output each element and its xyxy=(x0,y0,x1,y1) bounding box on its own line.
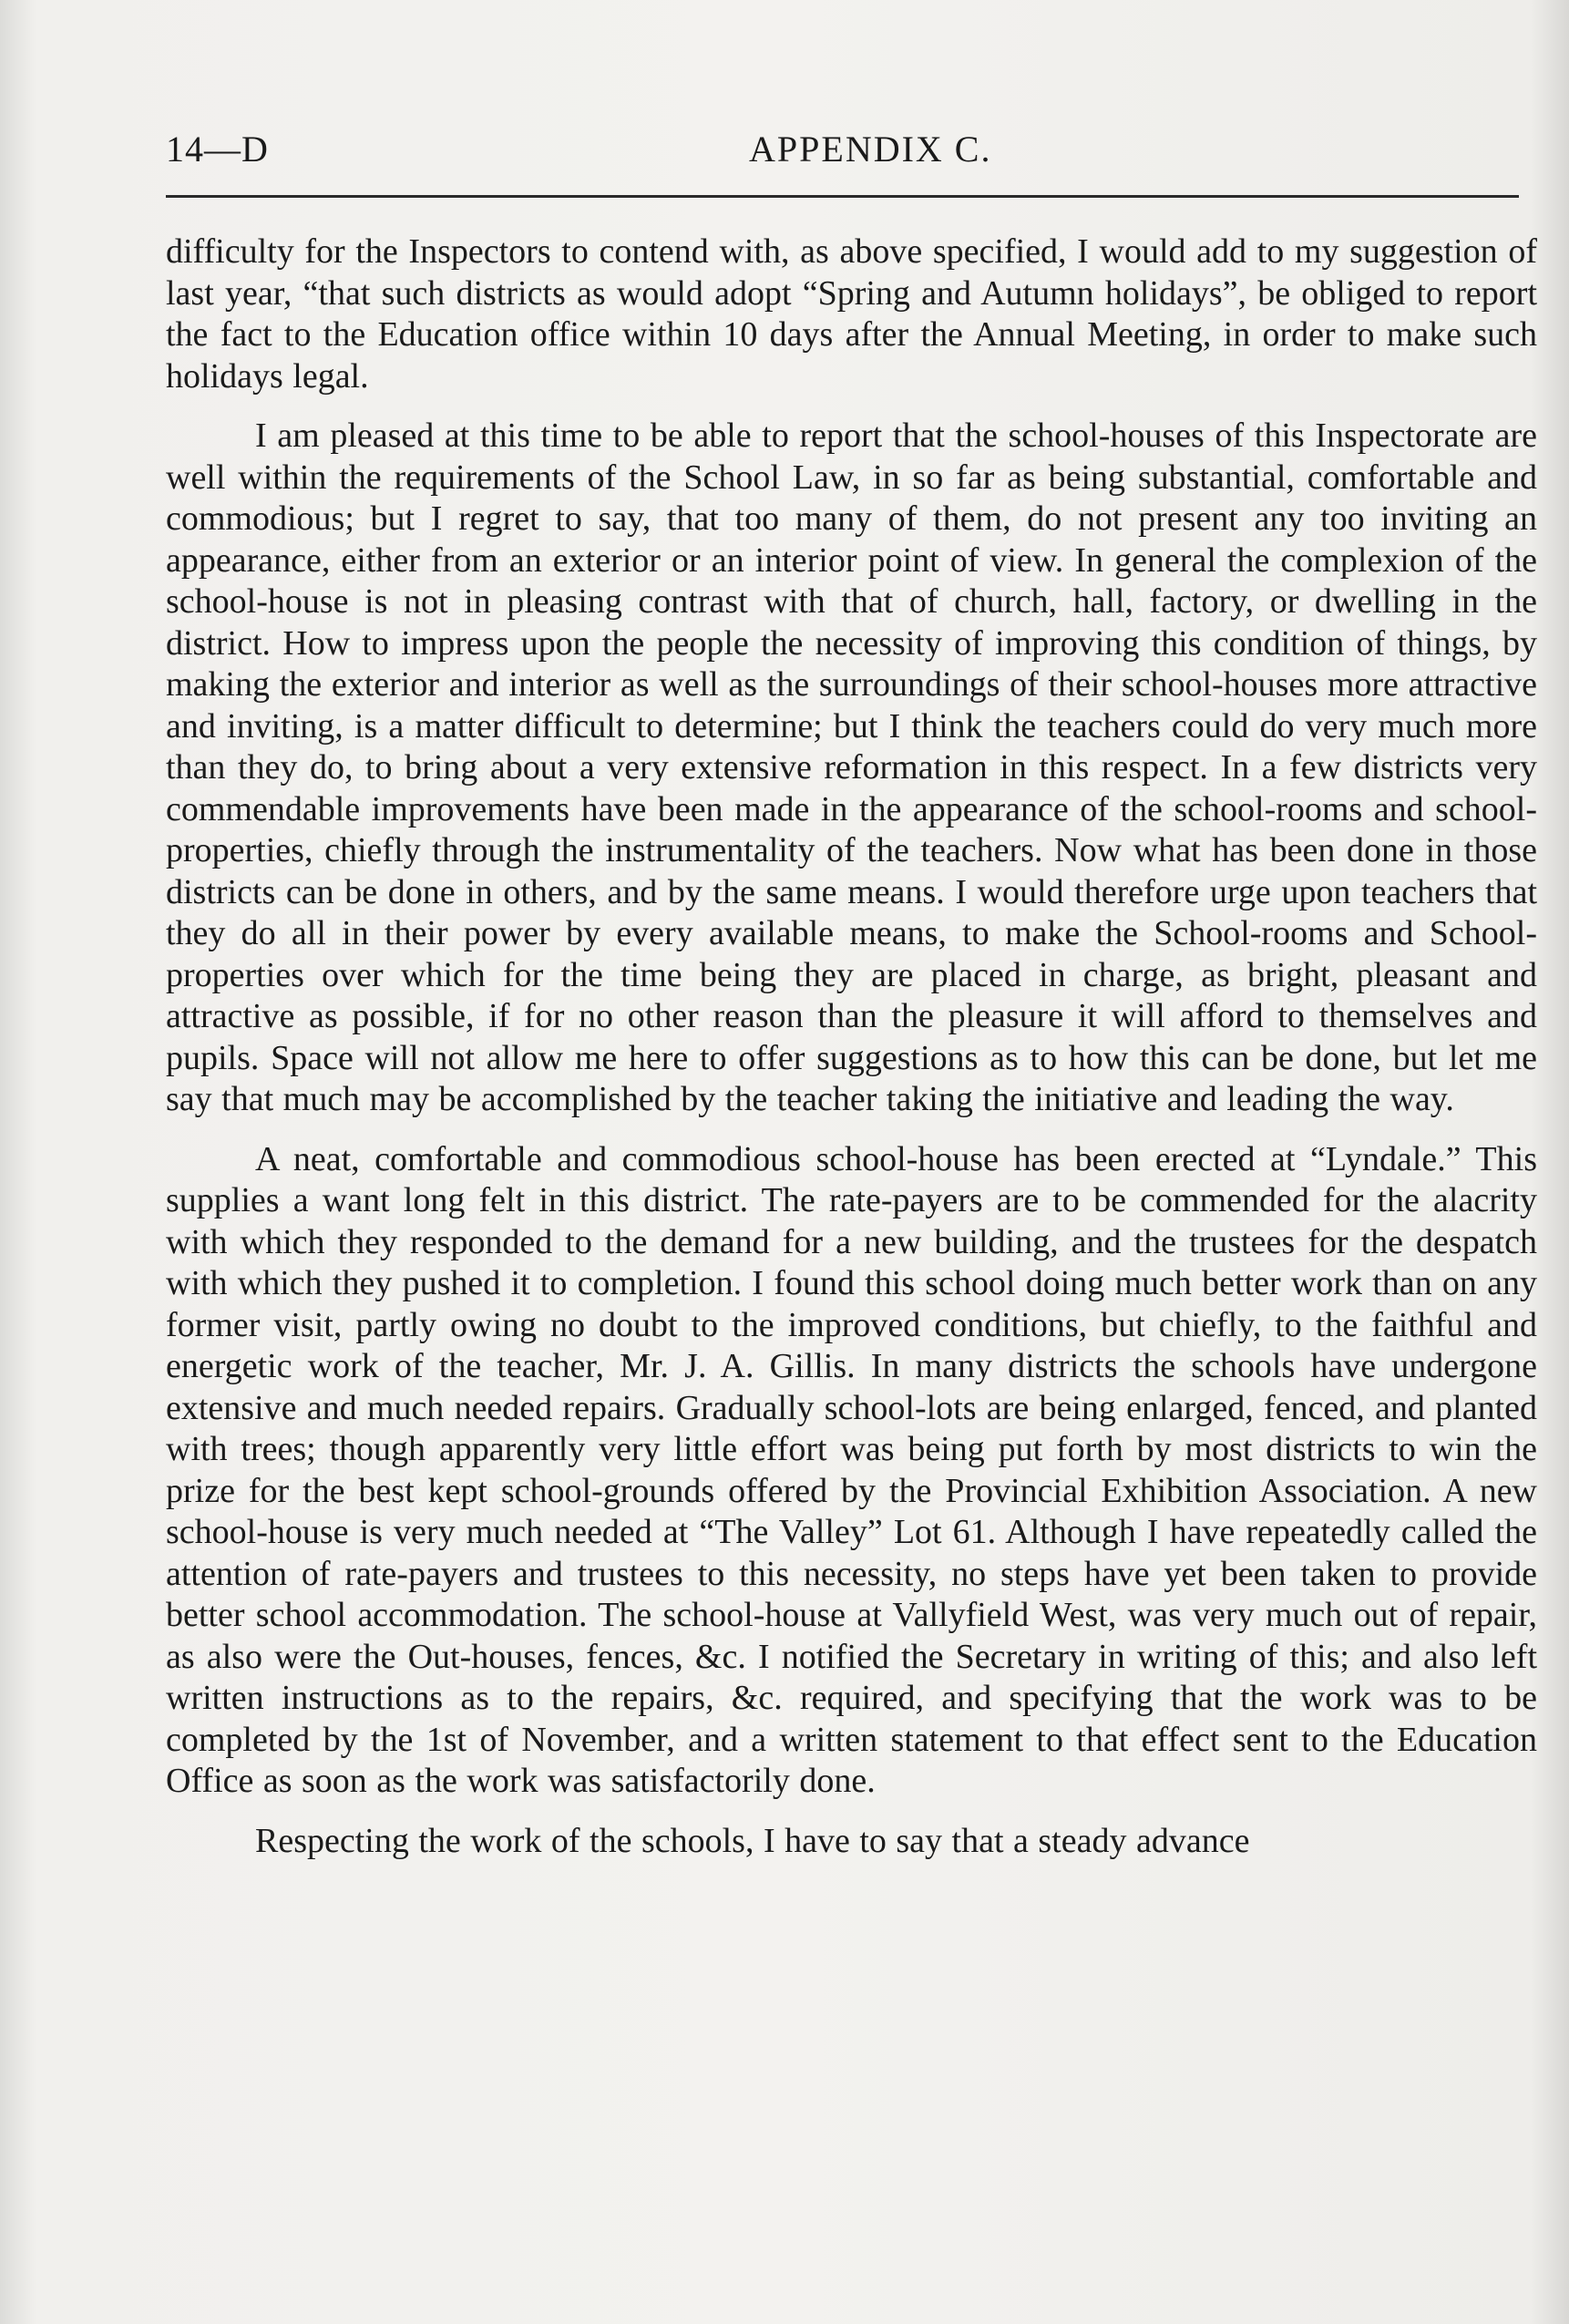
paragraph-work-of-schools: Respecting the work of the schools, I have to say that a steady advance xyxy=(255,1821,1250,1860)
header-rule xyxy=(166,195,1519,198)
paragraph-lyndale: A neat, comfortable and commodious school-house has been erected at “Lyndale.” This supplies a want long felt in this district. The rate-payers are to be commended for the alacrity with which they responded to the demand for a new building, and the trustees for the despatch with which they pushed it to completion. I found this school doing much better work than on any former visit, partly owing no doubt to the improved conditions, but chiefly, to the faithful and energetic work of the teacher, Mr. J. A. Gillis. In many districts the schools have undergone extensive and much needed repairs. Gradually school-lots are being enlarged, fenced, and planted with trees; though apparently very little effort was being put forth by most districts to win the prize for the best kept school-grounds offered by the Provincial Exhibition Association. A new school-house is very much needed at “The Valley” Lot 61. Although I have repeatedly called the attention of rate-payers and trustees to this necessity, no steps have yet been taken to provide better school accommodation. The school-house at Vallyfield West, was very much out of repair, as also were the Out-houses, fences, &c. I notified the Secretary in writing of this; and also left written instructions as to the repairs, &c. required, and specifying that the work was to be completed by the 1st of November, and a written statement to that effect sent to the Education Office as soon as the work was satisfactorily done. xyxy=(166,1139,1537,1800)
paragraph-continued: difficulty for the Inspectors to contend with, as above specified, I would add to my suggestion of last year, “that such districts as would adopt “Spring and Autumn holidays”, be obliged to report the fact to the Education office within 10 days after the Annual Meeting, in order to make such holidays legal. xyxy=(166,232,1537,396)
running-head: APPENDIX C. xyxy=(749,129,992,170)
body-text xyxy=(166,231,1537,1862)
paragraph-school-houses: I am pleased at this time to be able to report that the school-houses of this Inspectorate are well within the requirements of the School Law, in so far as being substantial, comfortable and commodious; but I regret to say, that too many of them, do not present any too inviting an appearance, either from an exterior or an interior point of view. In general the complexion of the school-house is not in pleasing contrast with that of church, hall, factory, or dwelling in the district. How to impress upon the people the necessity of improving this condition of things, by making the exterior and interior as well as the surroundings of their school-houses more attractive and inviting, is a matter difficult to determine; but I think the teachers could do very much more than they do, to bring about a very extensive reformation in this respect. In a few districts very commendable improvements have been made in the appearance of the school-rooms and school-properties, chiefly through the instrumentality of the teachers. Now what has been done in those districts can be done in others, and by the same means. I would therefore urge upon teachers that they do all in their power by every available means, to make the School-rooms and School-properties over which for the time being they are placed in charge, as bright, pleasant and attractive as possible, if for no other reason than the pleasure it will afford to themselves and pupils. Space will not allow me here to offer suggestions as to how this can be done, but let me say that much may be accomplished by the teacher taking the initiative and leading the way. xyxy=(166,416,1537,1118)
page-number: 14—D xyxy=(166,129,269,170)
page-header xyxy=(166,128,1519,182)
